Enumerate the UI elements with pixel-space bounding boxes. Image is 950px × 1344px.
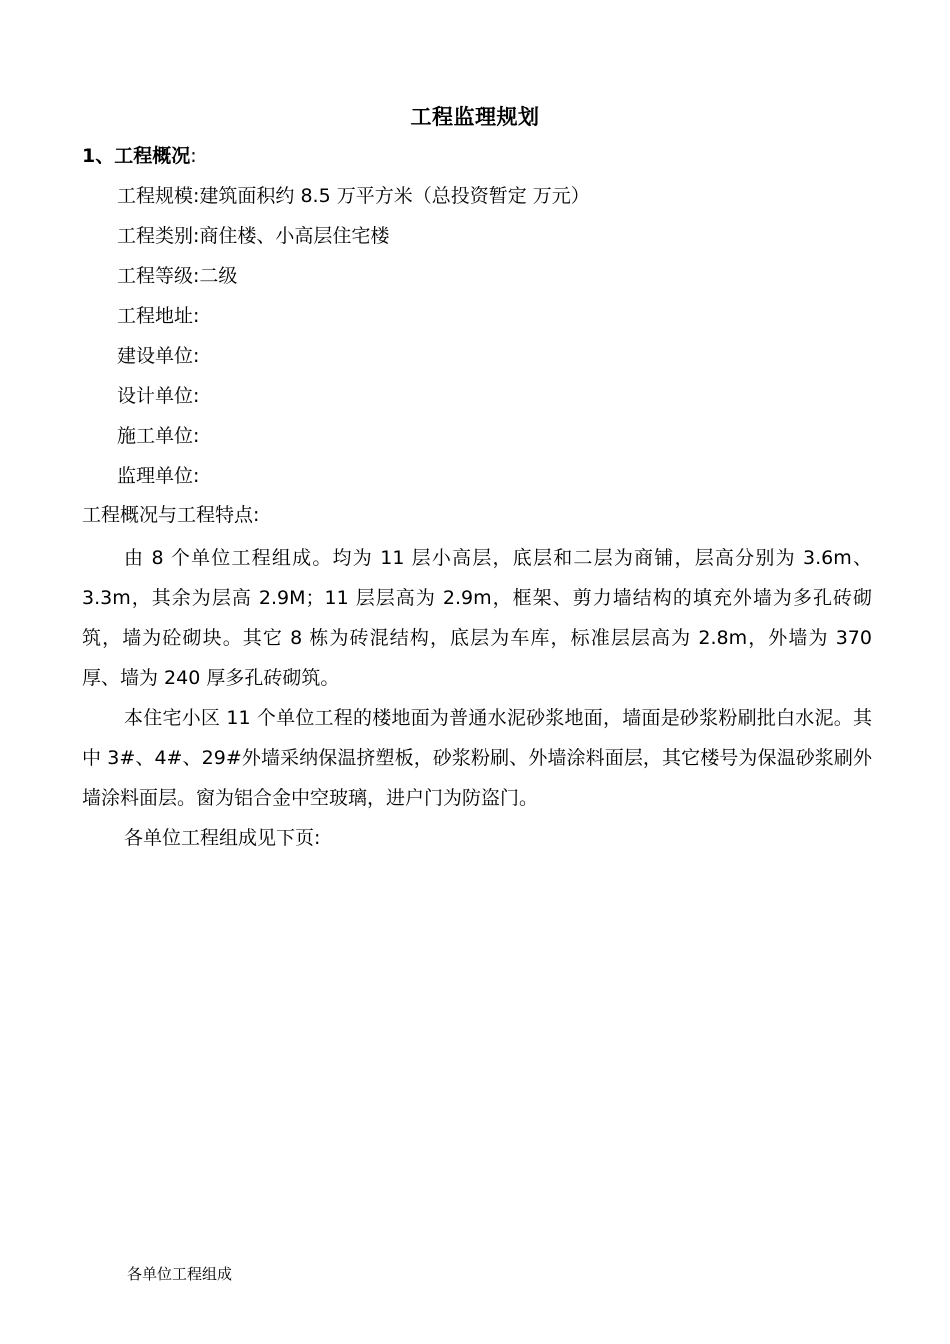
field-construction-unit <box>117 420 590 460</box>
field-label: 工程类别: <box>117 225 200 247</box>
field-label: 建设单位: <box>117 345 200 367</box>
section-heading <box>82 141 197 171</box>
overview-subheading: 工程概况与工程特点: <box>82 504 260 526</box>
field-value: 商住楼、小高层住宅楼 <box>199 225 390 247</box>
field-label: 施工单位: <box>117 425 200 447</box>
field-supervision-unit <box>117 460 590 500</box>
paragraph-finishes: 本住宅小区 11 个单位工程的楼地面为普通水泥砂浆地面，墙面是砂浆粉刷批白水泥。其中 3#、4#、29#外墙采纳保温挤塑板，砂浆粉刷、外墙涂料面层，其它楼号为保温砂浆刷外墙涂料面层。窗为铝合金中空玻璃，进户门为防盗门。 <box>82 707 872 809</box>
section-heading-colon: : <box>190 145 197 167</box>
project-field-list <box>117 180 590 500</box>
field-label: 设计单位: <box>117 385 200 407</box>
section-heading-text: 工程概况 <box>114 145 191 167</box>
field-owner-unit <box>117 340 590 380</box>
field-value: 建筑面积约 8.5 万平方米（总投资暂定 万元） <box>199 185 590 207</box>
field-label: 工程规模: <box>117 185 200 207</box>
document-title: 工程监理规划 <box>410 105 540 129</box>
field-label: 工程地址: <box>117 305 200 327</box>
field-project-scale <box>117 180 590 220</box>
overview-body <box>82 538 872 858</box>
paragraph-unit-composition: 由 8 个单位工程组成。均为 11 层小高层，底层和二层为商铺，层高分别为 3.6m、3.3m，其余为层高 2.9M；11 层层高为 2.9m，框架、剪力墙结构的填充外墙为多孔砖砌筑，墙为砼砌块。其它 8 栋为砖混结构，底层为车库，标准层层高为 2.8m，外墙为 370 厚、墙为 240 厚多孔砖砌筑。 <box>82 547 872 689</box>
section-number: 1、 <box>82 145 115 167</box>
field-project-category <box>117 220 590 260</box>
field-design-unit <box>117 380 590 420</box>
field-project-address <box>117 300 590 340</box>
field-label: 工程等级: <box>117 265 200 287</box>
field-label: 监理单位: <box>117 465 200 487</box>
paragraph-see-next-page: 各单位工程组成见下页: <box>124 827 321 849</box>
footer-note: 各单位工程组成 <box>127 1265 233 1283</box>
field-project-grade <box>117 260 590 300</box>
field-value: 二级 <box>199 265 238 287</box>
